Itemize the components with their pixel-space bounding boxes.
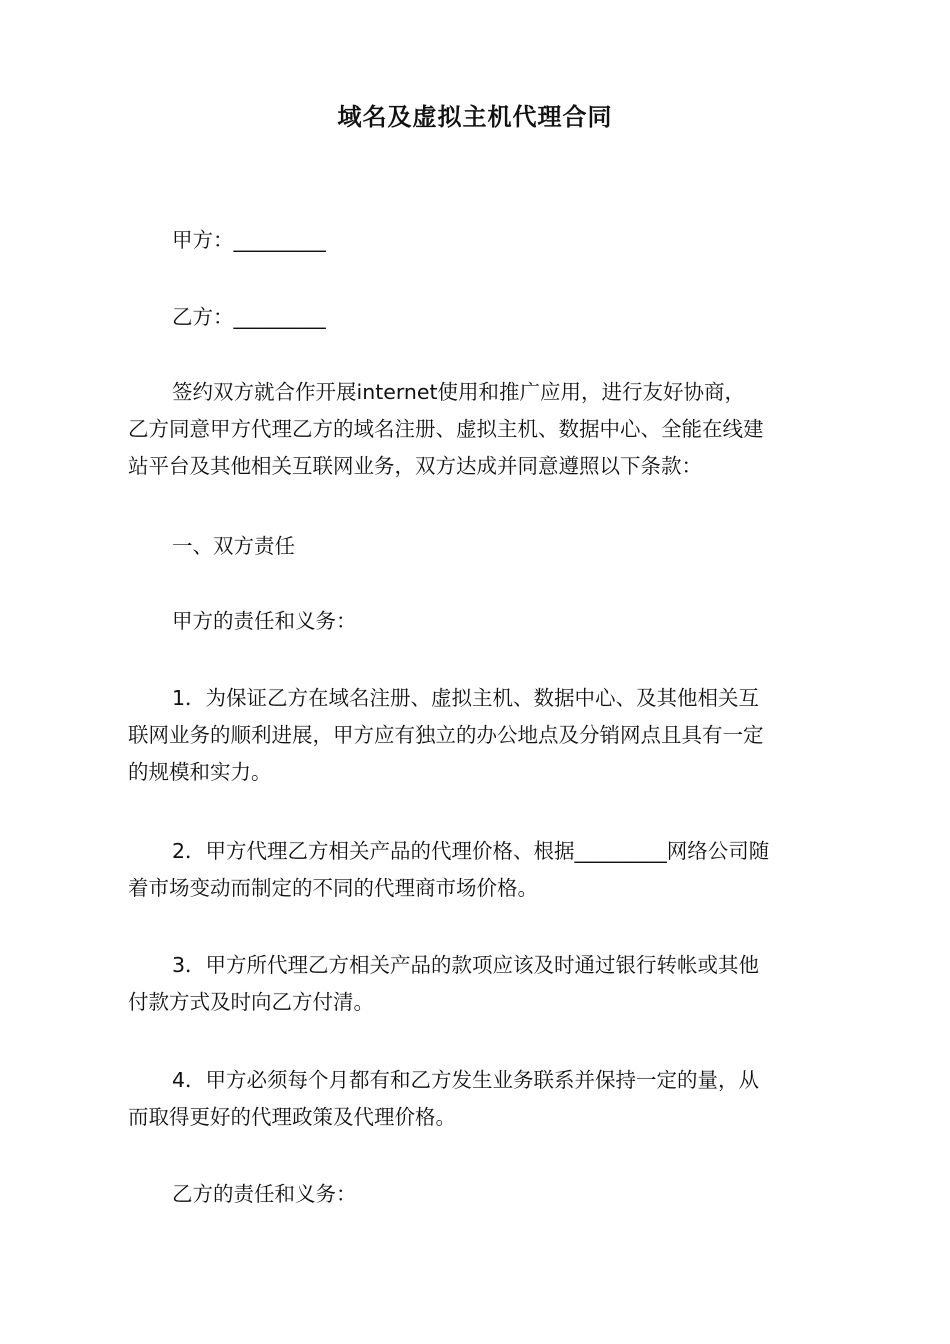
party-a-duties-heading-text: 甲方的责任和义务： — [172, 609, 357, 633]
intro-line-2: 乙方同意甲方代理乙方的域名注册、虚拟主机、数据中心、全能在线建 — [128, 417, 764, 441]
party-b-duties-heading — [128, 1176, 822, 1213]
party-b-line — [128, 299, 822, 336]
list-item-2 — [128, 833, 822, 907]
list-item-3 — [128, 947, 822, 1021]
intro-line-1: 签约双方就合作开展internet使用和推广应用，进行友好协商， — [172, 380, 746, 404]
item-1-line-1: 1．为保证乙方在域名注册、虚拟主机、数据中心、及其他相关互 — [172, 686, 760, 710]
item-4-line-2: 而取得更好的代理政策及代理价格。 — [128, 1105, 456, 1129]
item-2-line-1: 2．甲方代理乙方相关产品的代理价格、根据_________网络公司随 — [172, 839, 770, 863]
party-a-duties-heading — [128, 603, 822, 640]
party-a-line — [128, 222, 822, 259]
section-1-heading-text: 一、双方责任 — [172, 534, 295, 558]
list-item-4 — [128, 1062, 822, 1136]
item-2-line-2: 着市场变动而制定的不同的代理商市场价格。 — [128, 876, 538, 900]
item-3-line-1: 3．甲方所代理乙方相关产品的款项应该及时通过银行转帐或其他 — [172, 953, 760, 977]
party-b-duties-heading-text: 乙方的责任和义务： — [172, 1182, 357, 1206]
section-1-heading — [128, 528, 822, 565]
item-1-line-2: 联网业务的顺利进展，甲方应有独立的办公地点及分销网点且具有一定 — [128, 723, 764, 747]
item-1-line-3: 的规模和实力。 — [128, 760, 272, 784]
document-title: 域名及虚拟主机代理合同 — [337, 103, 613, 131]
intro-paragraph — [128, 374, 822, 485]
party-a-text: 甲方：_________ — [172, 228, 326, 252]
item-4-line-1: 4．甲方必须每个月都有和乙方发生业务联系并保持一定的量，从 — [172, 1068, 760, 1092]
intro-line-3: 站平台及其他相关互联网业务，双方达成并同意遵照以下条款： — [128, 454, 702, 478]
party-b-text: 乙方：_________ — [172, 305, 326, 329]
item-3-line-2: 付款方式及时向乙方付清。 — [128, 990, 374, 1014]
list-item-1 — [128, 680, 822, 791]
